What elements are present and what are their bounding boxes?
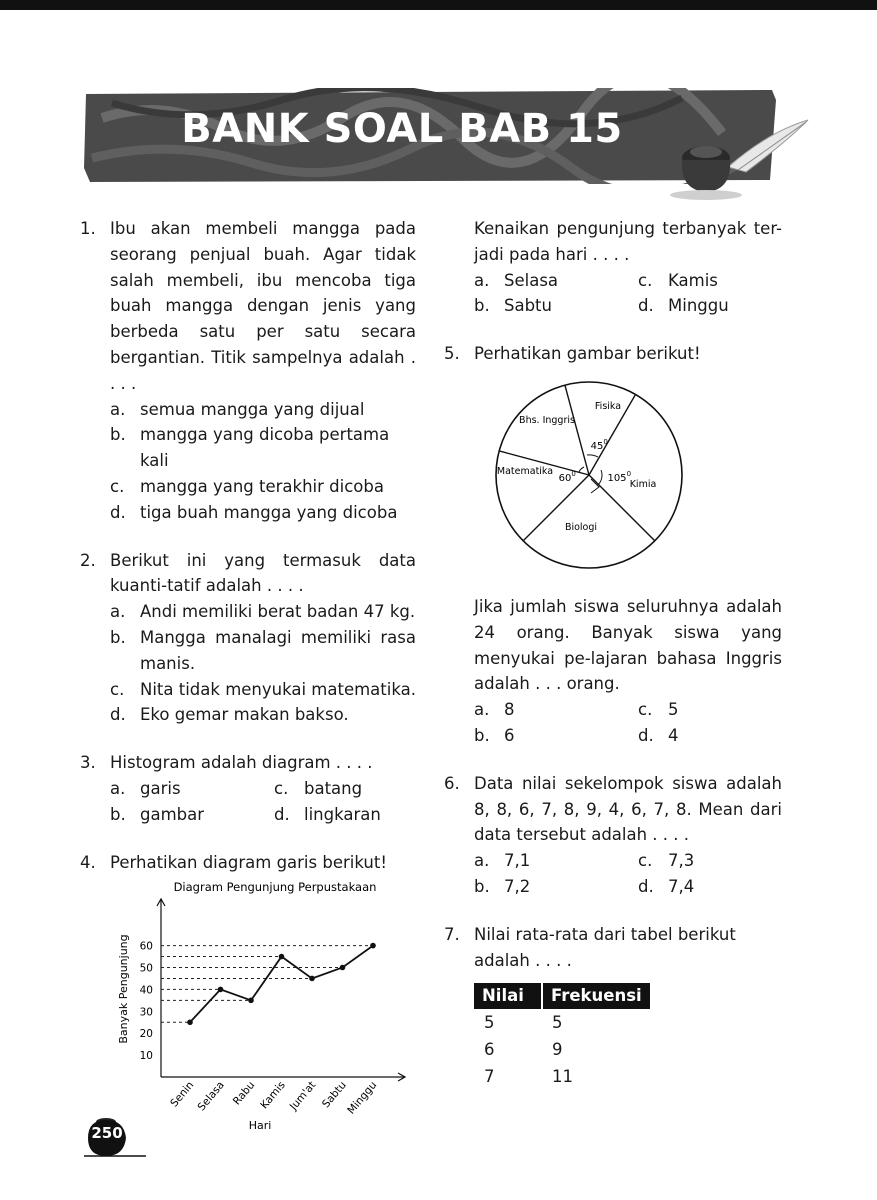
x-tick-label: Senin xyxy=(168,1079,197,1110)
option-a: a. 8 xyxy=(474,700,515,720)
table-row xyxy=(474,1009,651,1036)
data-point xyxy=(248,998,254,1004)
angle-label: 45 xyxy=(590,440,604,452)
options-grid xyxy=(444,697,782,749)
option-c: c. 7,3 xyxy=(638,851,695,871)
question-number: 1. xyxy=(80,219,96,238)
option-b: b. mangga yang dicoba pertama kali xyxy=(110,425,390,471)
left-column xyxy=(80,216,416,1139)
option-b: b. 6 xyxy=(474,725,515,745)
question-text: Histogram adalah diagram . . . . xyxy=(110,753,373,773)
table-cell: 5 xyxy=(552,1012,563,1032)
question-text: Perhatikan diagram garis berikut! xyxy=(110,852,387,872)
question-2 xyxy=(80,548,416,729)
angle-degree-sup: 0 xyxy=(571,469,576,478)
question-text: Nilai rata-rata dari tabel berikut adalah . . . . xyxy=(474,924,736,970)
x-tick-label: Sabtu xyxy=(319,1079,349,1111)
option-a: a. Andi memiliki berat badan 47 kg. xyxy=(110,602,416,622)
y-tick-label: 50 xyxy=(139,962,153,975)
option-d: d. tiga buah mangga yang dicoba xyxy=(110,502,398,522)
options-grid xyxy=(444,268,782,320)
options-list xyxy=(110,397,416,526)
options-grid xyxy=(110,776,416,828)
option-a: a. semua mangga yang dijual xyxy=(110,399,365,419)
table-cell: 11 xyxy=(552,1066,573,1086)
question-text: Perhatikan gambar berikut! xyxy=(474,344,701,364)
option-d: d. Eko gemar makan bakso. xyxy=(110,705,349,725)
option-d: d. 4 xyxy=(638,725,679,745)
question-5 xyxy=(444,341,782,367)
angle-label: 105 xyxy=(607,472,627,484)
option-c: c. Nita tidak menyukai matematika. xyxy=(110,679,416,699)
options-grid xyxy=(474,848,782,900)
pie-chart-svg xyxy=(489,377,699,572)
question-3 xyxy=(80,750,416,827)
pie-chart xyxy=(489,377,699,572)
x-tick-label: Selasa xyxy=(195,1079,227,1114)
page-number: 250 xyxy=(91,1124,123,1142)
option-b: b. Mangga manalagi memiliki rasa manis. xyxy=(110,627,416,673)
question-1 xyxy=(80,216,416,526)
x-tick-label: Minggu xyxy=(345,1079,380,1117)
question-5-continuation xyxy=(444,594,782,749)
option-b: b. Sabtu xyxy=(474,296,552,316)
option-b: b. 7,2 xyxy=(474,876,531,896)
y-tick-label: 10 xyxy=(139,1050,153,1063)
options-list xyxy=(110,599,416,728)
table-cell: 6 xyxy=(484,1039,495,1059)
y-tick-label: 60 xyxy=(139,940,153,953)
question-number: 5. xyxy=(444,344,460,364)
data-point xyxy=(218,987,224,993)
x-tick-label: Jum'at xyxy=(287,1079,319,1113)
table-cell: 9 xyxy=(552,1039,563,1059)
data-point xyxy=(370,943,376,949)
x-axis-label: Hari xyxy=(248,1119,272,1133)
question-text: Ibu akan membeli mangga pada seorang penjual buah. Agar tidak salah membeli, ibu mencoba tiga buah mangga dengan jenis yang berbeda satu per satu secara bergantian. Titik sampelnya adalah . . . . xyxy=(110,219,416,393)
ink-pot-quill-icon xyxy=(668,112,813,202)
slice-label: Biologi xyxy=(564,521,598,533)
y-axis-label: Banyak Pengunjung xyxy=(117,934,130,1044)
option-c: c. mangga yang terakhir dicoba xyxy=(110,476,384,496)
question-4-continuation xyxy=(444,216,782,319)
question-text: Berikut ini yang termasuk data kuanti-tatif adalah . . . . xyxy=(110,550,416,596)
question-number: 4. xyxy=(80,852,96,872)
y-tick-label: 20 xyxy=(139,1028,153,1041)
table-header-frekuensi: Frekuensi xyxy=(542,983,651,1009)
line-chart-svg xyxy=(115,879,415,1139)
line-chart xyxy=(115,879,415,1139)
slice-label: Bhs. Inggris xyxy=(519,414,575,426)
frequency-table xyxy=(474,983,652,1090)
angle-label: 60 xyxy=(558,472,572,484)
option-b: b. gambar xyxy=(110,804,205,824)
question-text: Data nilai sekelompok siswa adalah 8, 8, 6, 7, 8, 9, 4, 6, 7, 8. Mean dari data tersebut adalah . . . . xyxy=(474,773,782,845)
question-number: 2. xyxy=(80,550,96,570)
option-c: c. 5 xyxy=(638,700,679,720)
option-c: c. batang xyxy=(274,778,363,798)
table-cell: 7 xyxy=(484,1066,495,1086)
question-4 xyxy=(80,850,416,876)
slice-label: Fisika xyxy=(594,400,622,412)
question-text: Jika jumlah siswa seluruhnya adalah 24 orang. Banyak siswa yang menyukai pe-lajaran bahasa Inggris adalah . . . orang. xyxy=(474,596,782,694)
option-a: a. Selasa xyxy=(474,270,559,290)
question-7 xyxy=(444,922,782,1090)
slice-label: Matematika xyxy=(496,465,554,477)
option-a: a. garis xyxy=(110,778,181,798)
right-column xyxy=(444,216,782,1090)
question-number: 6. xyxy=(444,773,460,793)
table-row xyxy=(474,1036,651,1063)
option-d: d. Minggu xyxy=(638,296,729,316)
top-border xyxy=(0,0,877,10)
y-tick-label: 30 xyxy=(139,1006,153,1019)
table-header-nilai: Nilai xyxy=(474,983,542,1009)
angle-degree-sup: 0 xyxy=(626,469,632,478)
y-tick-label: 40 xyxy=(139,984,153,997)
table-header-row xyxy=(474,983,651,1009)
table-row xyxy=(474,1063,651,1090)
x-tick-label: Rabu xyxy=(230,1079,258,1108)
x-tick-label: Kamis xyxy=(258,1079,288,1112)
chart-title: Diagram Pengunjung Perpustakaan xyxy=(173,880,377,895)
question-6 xyxy=(444,771,782,900)
option-d: d. 7,4 xyxy=(638,876,695,896)
question-number: 7. xyxy=(444,924,460,944)
table-cell: 5 xyxy=(484,1012,495,1032)
page-title: BANK SOAL BAB 15 xyxy=(181,106,623,152)
data-point xyxy=(340,965,346,971)
question-text: Kenaikan pengunjung terbanyak ter-jadi pada hari . . . . xyxy=(474,219,782,264)
data-point xyxy=(279,954,285,960)
option-a: a. 7,1 xyxy=(474,851,531,871)
question-number: 3. xyxy=(80,753,96,773)
slice-label: Kimia xyxy=(629,478,657,490)
data-point xyxy=(309,976,315,982)
angle-degree-sup: 0 xyxy=(603,437,608,446)
data-point xyxy=(187,1020,193,1026)
option-d: d. lingkaran xyxy=(274,804,381,824)
option-c: c. Kamis xyxy=(638,270,718,290)
